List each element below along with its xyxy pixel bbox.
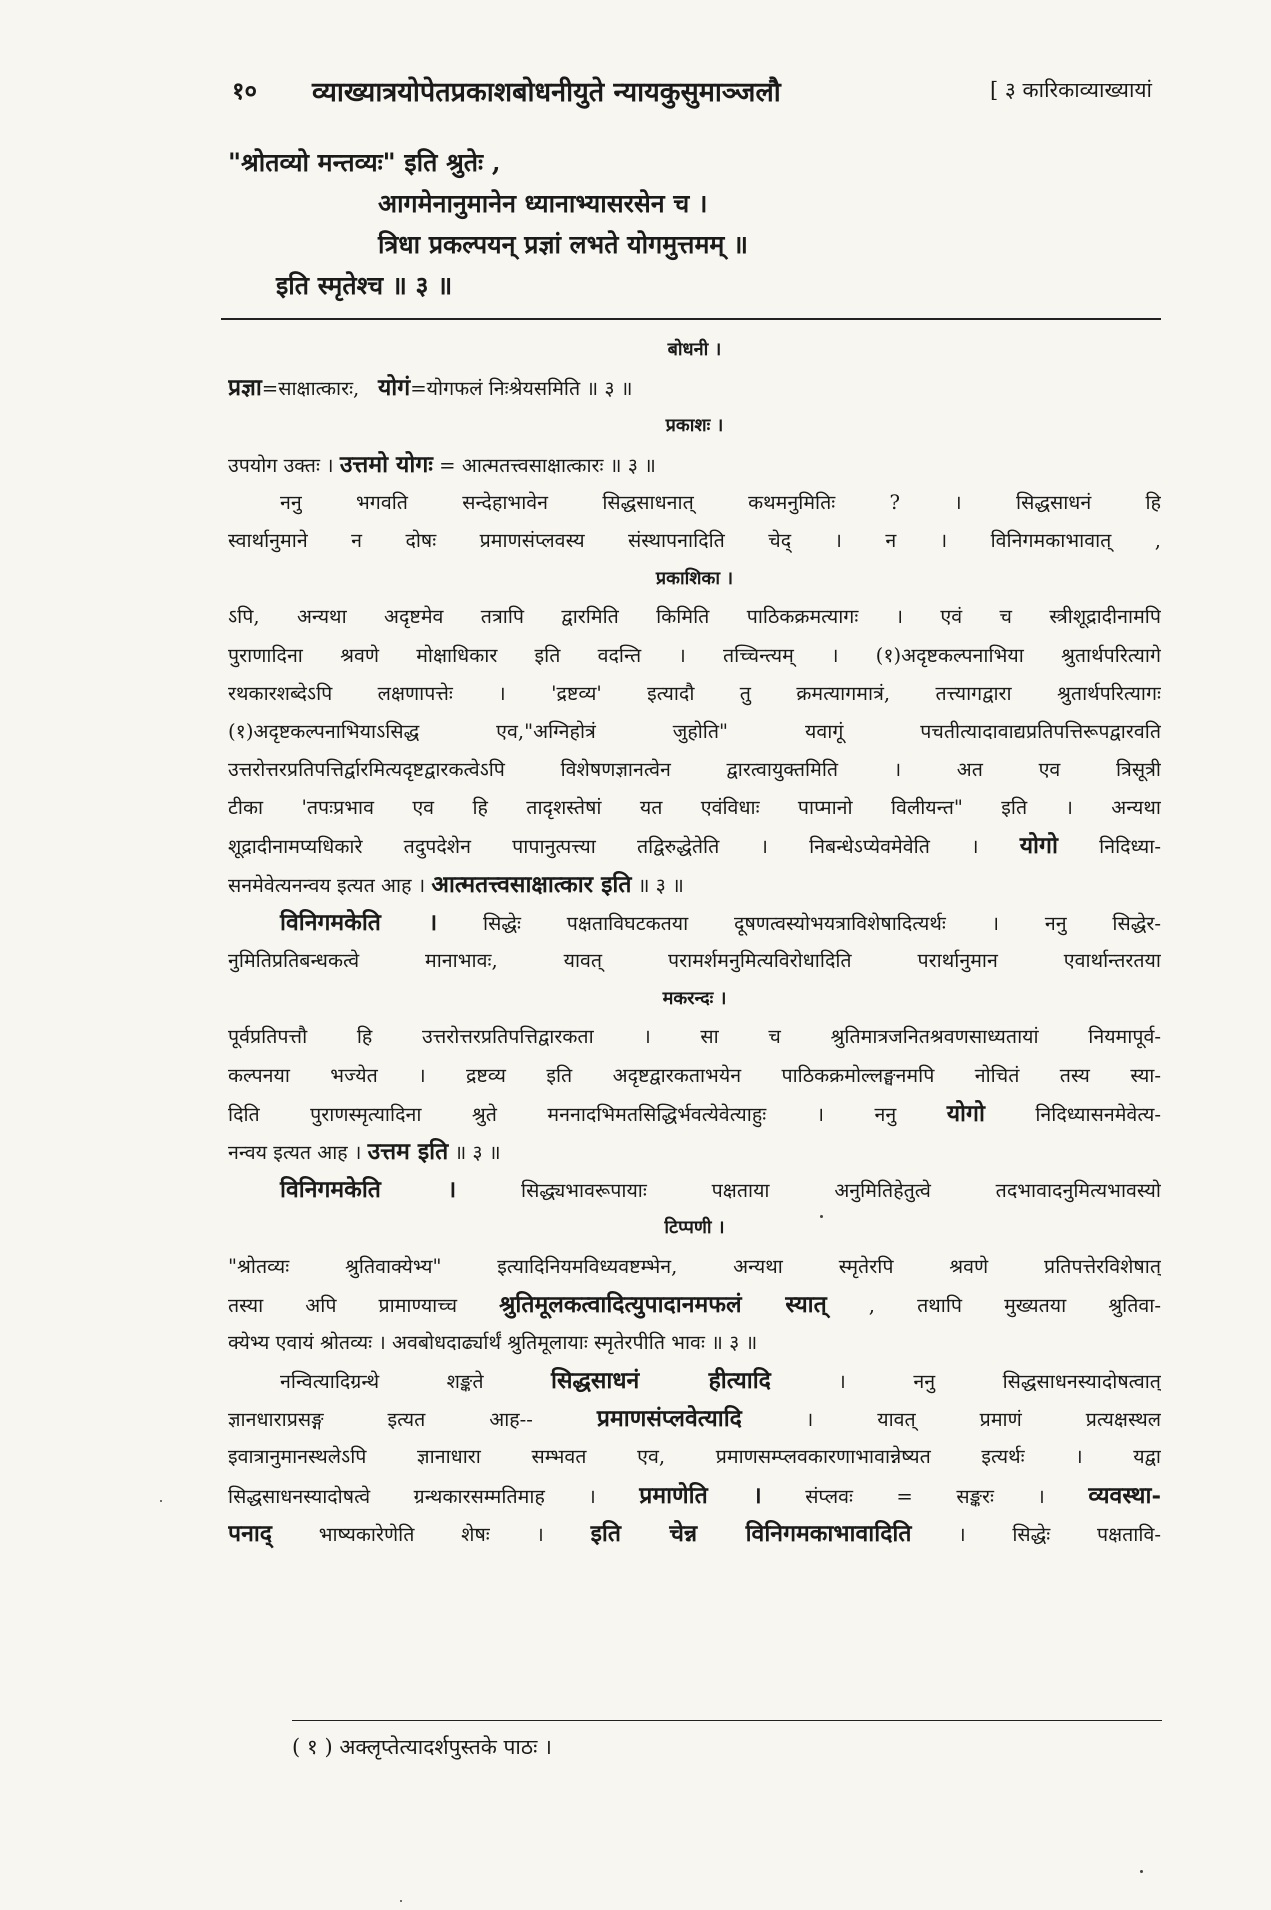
text-span: सनमेवेत्यनन्वय इत्यत आह ।: [228, 873, 426, 897]
term: आत्मतत्त्वसाक्षात्कार इति: [431, 870, 632, 898]
prakashika-line: [228, 904, 1161, 942]
prakasha-line: ननु भगवति सन्देहाभावेन सिद्धसाधनात् कथमनुमितिः ? । सिद्धसाधनं हि: [280, 490, 1161, 514]
root-line: त्रिधा प्रकल्पयन् प्रज्ञां लभते योगमुत्तमम् ॥: [378, 230, 749, 259]
root-line: इति स्मृतेश्च ॥ ३ ॥: [276, 271, 453, 300]
footnote: ( १ ) अक्लृप्तेत्यादर्शपुस्तके पाठः ।: [292, 1735, 552, 1759]
header-divider: [221, 318, 1161, 320]
tippani-line: इवात्रानुमानस्थलेऽपि ज्ञानाधारा सम्भवत एव, प्रमाणसम्प्लवकारणाभावान्नेष्यत इत्यर्थः । यद्वा: [228, 1445, 1161, 1469]
text-span: । ननु सिद्धसाधनस्यादोषत्वात्: [838, 1370, 1161, 1394]
text-span: ज्ञानधाराप्रसङ्ग इत्यत आह--: [228, 1408, 533, 1432]
text-span: दिति पुराणस्मृत्यादिना श्रुते मननादभिमतसिद्धिर्भवत्येवेत्याहुः । ननु: [228, 1102, 897, 1126]
tippani-line: [228, 1477, 1161, 1515]
prakashika-line: [228, 866, 1161, 904]
prakashika-line: नुमितिप्रतिबन्धकत्वे मानाभावः, यावत् परामर्शमनुमित्यविरोधादिति परार्थानुमान एवार्थान्तरतया: [228, 949, 1161, 972]
text-span: सिद्धेः पक्षताविघटकतया दूषणत्वस्योभयत्राविशेषादित्यर्थः । ननु सिद्धेर-: [483, 911, 1161, 935]
term: प्रज्ञा: [228, 374, 262, 402]
root-text: [228, 142, 1158, 306]
tippani-line: [228, 1400, 1161, 1438]
section-label: [ ३ कारिकाव्याख्यायां: [990, 78, 1152, 102]
makaranda-heading: मकरन्दः ।: [662, 988, 727, 1010]
tippani-line: "श्रोतव्यः श्रुतिवाक्येभ्य" इत्यादिनियमविध्यवष्टम्भेन, अन्यथा स्मृतेरपि श्रवणे प्रतिपत्तेरविशेषात्: [228, 1254, 1161, 1278]
root-line: आगमेनानुमानेन ध्यानाभ्यासरसेन च ।: [378, 189, 708, 218]
prakashika-line: रथकारशब्देऽपि लक्षणापत्तेः । 'द्रष्टव्य' इत्यादौ तु क्रमत्यागमात्रं, तत्त्यागद्वारा श्रुतार्थपरित्यागः: [228, 681, 1161, 705]
text-span: ॥ ३ ॥: [637, 873, 684, 897]
term: सिद्धसाधनं हीत्यादि: [551, 1367, 771, 1395]
text-span: । यावत् प्रमाणं प्रत्यक्षस्थल: [805, 1408, 1161, 1432]
text-span: = आत्मतत्त्वसाक्षात्कारः ॥ ३ ॥: [439, 453, 656, 477]
book-title: व्याख्यात्रयोपेतप्रकाशबोधनीयुते न्यायकुसुमाञ्जलौ: [312, 77, 781, 108]
prakashika-line: ऽपि, अन्यथा अदृष्टमेव तत्रापि द्वारमिति किमिति पाठिकक्रमत्यागः । एवं च स्त्रीशूद्रादीनामपि: [228, 605, 1161, 629]
prakashika-line: [228, 827, 1161, 865]
prakasha-heading: प्रकाशः ।: [665, 415, 724, 437]
makaranda-line: कल्पनया भज्येत । द्रष्टव्य इति अदृष्टद्वारकताभयेन पाठिकक्रमोल्लङ्घनमपि नोचितं तस्य स्या-: [228, 1063, 1161, 1087]
prakashika-heading: प्रकाशिका ।: [655, 568, 734, 590]
text-span: शूद्रादीनामप्यधिकारे तदुपदेशेन पापानुत्पत्त्या तद्विरुद्धेतेति । निबन्धेऽप्येवमेवेति ।: [228, 835, 979, 859]
text-span: , तथापि मुख्यतया श्रुतिवा-: [868, 1293, 1161, 1317]
tippani-heading: टिप्पणी ।: [664, 1217, 725, 1239]
text-span: ॥ ३ ॥: [454, 1140, 501, 1164]
text-span: निदिध्या-: [1099, 835, 1161, 859]
term: प्रमाणेति ।: [639, 1481, 762, 1509]
term: योगो: [946, 1099, 985, 1127]
text-span: नन्वय इत्यत आह ।: [228, 1140, 362, 1164]
text-span: नन्वित्यादिग्रन्थे शङ्कते: [280, 1370, 484, 1394]
scan-speck: [1140, 1870, 1143, 1873]
tippani-line: [228, 1515, 1161, 1553]
text-span: उपयोग उक्तः ।: [228, 453, 334, 477]
page-number: १०: [232, 76, 257, 105]
tippani-line: [228, 1286, 1161, 1324]
makaranda-line: [228, 1171, 1161, 1209]
term: उत्तमो योगः: [339, 450, 433, 478]
tippani-line: [228, 1362, 1161, 1400]
prakashika-line: उत्तरोत्तरप्रतिपत्तिर्द्वारमित्यदृष्टद्वारकत्वेऽपि विशेषणज्ञानत्वेन द्वारत्वायुक्तमिति । अत एव त्रिसूत्री: [228, 758, 1161, 782]
gloss: =योगफलं निःश्रेयसमिति ॥ ३ ॥: [410, 377, 633, 401]
scan-speck: [160, 1500, 162, 1502]
text-span: । सिद्धेः पक्षतावि-: [958, 1522, 1161, 1546]
prakashika-line: पुराणादिना श्रवणे मोक्षाधिकार इति वदन्ति । तच्चिन्त्यम् । (१)अदृष्टकल्पनाभिया श्रुतार्थपरित्यागे: [228, 643, 1161, 667]
root-line: "श्रोतव्यो मन्तव्यः" इति श्रुतेः ,: [228, 148, 501, 177]
term: व्यवस्था-: [1088, 1481, 1161, 1509]
scan-speck: [820, 1215, 823, 1218]
term: इति चेन्न विनिगमकाभावादिति: [590, 1519, 912, 1547]
text-span: सिद्धसाधनस्यादोषत्वे ग्रन्थकारसम्मतिमाह ।: [228, 1484, 596, 1508]
scan-speck: [400, 1900, 402, 1902]
prakashika-line: (१)अदृष्टकल्पनाभियाऽसिद्ध एव,"अग्निहोत्रं जुहोति" यवागूं पचतीत्यादावाद्यप्रतिपत्तिरूपद्वारवति: [228, 719, 1161, 743]
gloss: =साक्षात्कारः,: [261, 377, 360, 401]
bodhani-line: [228, 369, 1161, 407]
text-span: तस्या अपि प्रामाण्याच्च: [228, 1293, 458, 1317]
text-span: संप्लवः = सङ्करः ।: [805, 1484, 1045, 1508]
prakashika-line: टीका 'तपःप्रभाव एव हि तादृशस्तेषां यत एवंविधाः पाप्मानो विलीयन्त" इति । अन्यथा: [228, 796, 1161, 820]
prakasha-line: [228, 446, 1161, 484]
prakasha-line: स्वार्थानुमाने न दोषः प्रमाणसंप्लवस्य संस्थापनादिति चेद् । न । विनिगमकाभावात् ,: [228, 528, 1161, 552]
text-span: निदिध्यासनमेवेत्य-: [1035, 1102, 1161, 1126]
makaranda-line: [228, 1095, 1161, 1133]
term: प्रमाणसंप्लवेत्यादि: [596, 1405, 742, 1433]
term: उत्तम इति: [367, 1137, 449, 1165]
bodhani-heading: बोधनी ।: [667, 339, 722, 360]
commentary-body: [228, 331, 1161, 1553]
term: विनिगमकेति ।: [280, 1176, 457, 1204]
term: पनाद्: [228, 1519, 272, 1547]
running-header: [232, 68, 1152, 118]
makaranda-line: [228, 1133, 1161, 1171]
tippani-line: क्येभ्य एवायं श्रोतव्यः । अवबोधदार्ढ्यार्थं श्रुतिमूलायाः स्मृतेरपीति भावः ॥ ३ ॥: [228, 1330, 758, 1354]
term: विनिगमकेति ।: [280, 908, 438, 936]
makaranda-line: पूर्वप्रतिपत्तौ हि उत्तरोत्तरप्रतिपत्तिद्वारकता । सा च श्रुतिमात्रजनितश्रवणसाध्यतायां नियमापूर्व-: [228, 1025, 1161, 1049]
term: योगो: [1019, 832, 1058, 860]
footnote-divider: [292, 1720, 1162, 1721]
text-span: भाष्यकारेणेति शेषः ।: [318, 1522, 544, 1546]
text-span: सिद्ध्यभावरूपायाः पक्षताया अनुमितिहेतुत्वे तदभावादनुमित्यभावस्यो: [521, 1179, 1161, 1203]
term: श्रुतिमूलकत्वादित्युपादानमफलं स्यात्: [499, 1290, 827, 1318]
term: योगं: [377, 374, 411, 402]
